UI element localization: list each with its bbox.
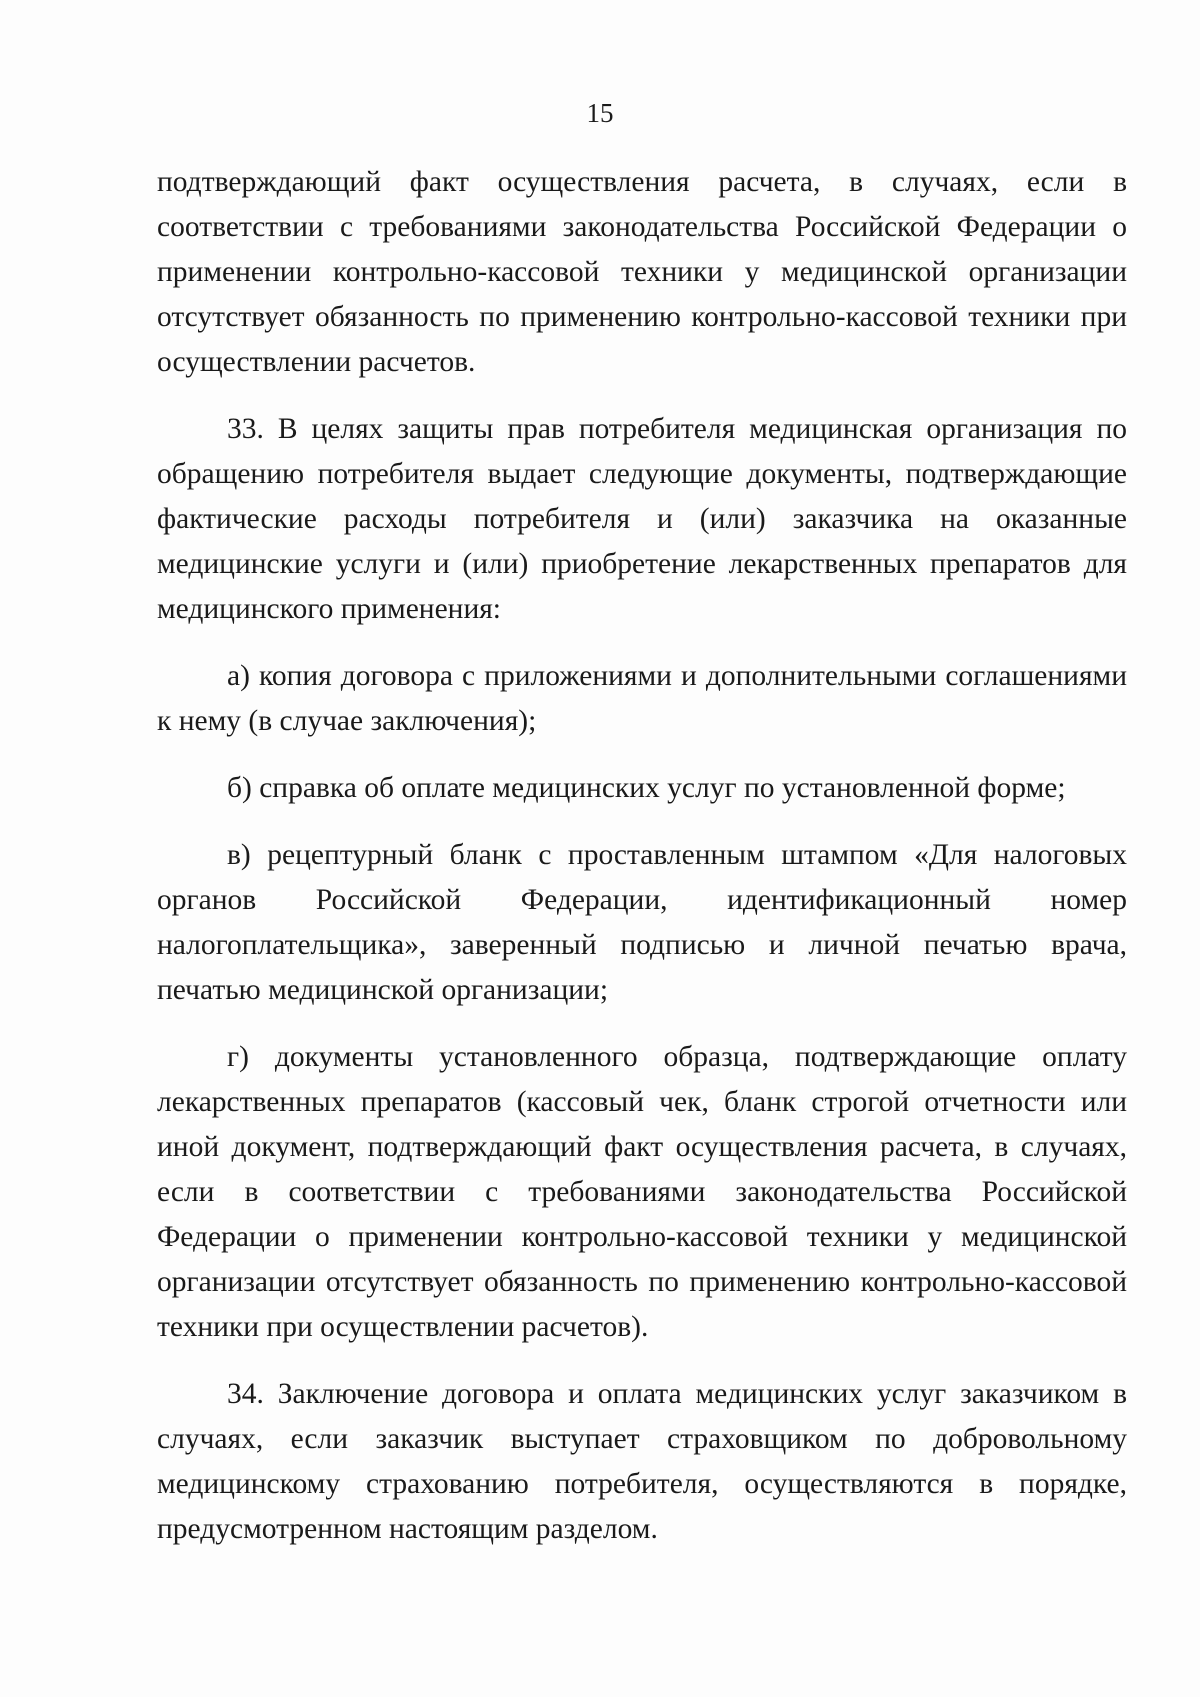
- document-body: [157, 160, 1127, 1574]
- paragraph-continuation: подтверждающий факт осуществления расчета, в случаях, если в соответствии с требованиями законодательства Российской Федерации о применении контрольно-кассовой техники у медицинской организации отсутствует обязанность по применению контрольно-кассовой техники при осуществлении расчетов.: [157, 166, 1127, 378]
- paragraph-item-34: 34. Заключение договора и оплата медицинских услуг заказчиком в случаях, если заказчик выступает страховщиком по добровольному медицинскому страхованию потребителя, осуществляются в порядке, предусмотренном настоящим разделом.: [157, 1378, 1127, 1545]
- paragraph-subitem-g: г) документы установленного образца, подтверждающие оплату лекарственных препаратов (кассовый чек, бланк строгой отчетности или иной документ, подтверждающий факт осуществления расчета, в случаях, если в соответствии с требованиями законодательства Российской Федерации о применении контрольно-кассовой техники у медицинской организации отсутствует обязанность по применению контрольно-кассовой техники при осуществлении расчетов).: [157, 1041, 1127, 1343]
- paragraph-subitem-v: в) рецептурный бланк с проставленным штампом «Для налоговых органов Российской Федерации, идентификационный номер налогоплательщика», заверенный подписью и личной печатью врача, печатью медицинской организации;: [157, 839, 1127, 1006]
- paragraph-item-33: 33. В целях защиты прав потребителя медицинская организация по обращению потребителя выдает следующие документы, подтверждающие фактические расходы потребителя и (или) заказчика на оказанные медицинские услуги и (или) приобретение лекарственных препаратов для медицинского применения:: [157, 413, 1127, 625]
- paragraph-subitem-b: б) справка об оплате медицинских услуг по установленной форме;: [227, 772, 1066, 804]
- paragraph-subitem-a: а) копия договора с приложениями и дополнительными соглашениями к нему (в случае заключения);: [157, 660, 1127, 737]
- page-number: 15: [586, 98, 614, 128]
